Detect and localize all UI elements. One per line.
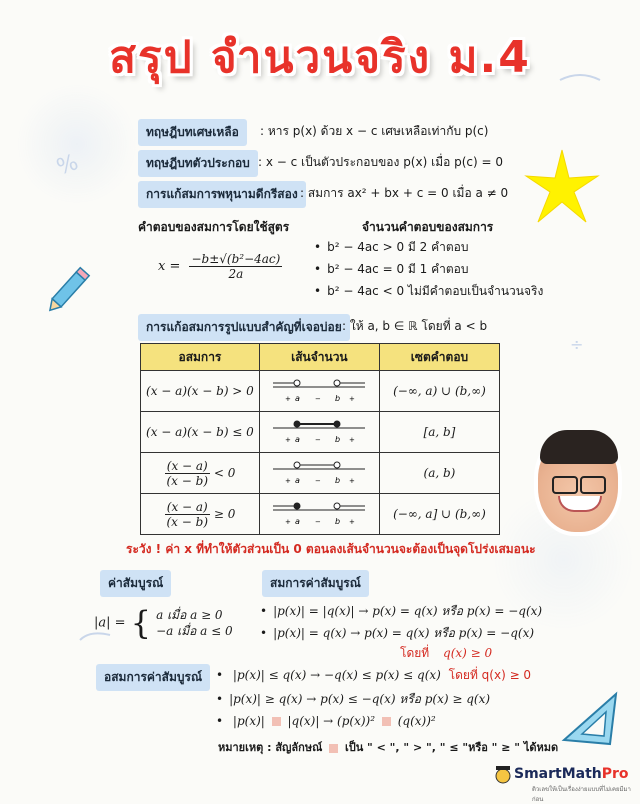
svg-text:%: % xyxy=(53,149,82,181)
abs-ineq-item-1-cond: โดยที่ q(x) ≥ 0 xyxy=(448,668,532,682)
answer-cell: [a, b] xyxy=(379,412,499,453)
roots-item: • b² − 4ac < 0 ไม่มีคำตอบเป็นจำนวนจริง xyxy=(314,282,543,301)
table-row xyxy=(141,371,500,412)
number-line-between-open xyxy=(269,457,369,487)
abs-ineq-item-3-c: (q(x))² xyxy=(397,714,436,728)
nl-a: a xyxy=(295,475,301,485)
abs-ineq-item-1 xyxy=(216,666,531,685)
nl-plus: + xyxy=(349,476,356,485)
abs-ineq-item-2: • |p(x)| ≥ q(x) → p(x) ≤ −q(x) หรือ p(x) ≥ q(x) xyxy=(216,690,490,709)
abs-lhs: |a| = xyxy=(94,615,126,631)
quadratic-text: : สมการ ax² + bx + c = 0 เมื่อ a ≠ 0 xyxy=(300,186,509,200)
fraction-numerator: (x − a) xyxy=(165,500,211,515)
nl-b: b xyxy=(335,393,341,403)
table-row xyxy=(141,412,500,453)
nl-plus: + xyxy=(285,394,292,403)
formula-lhs: x = xyxy=(158,259,181,274)
formula-denominator: 2a xyxy=(228,267,244,281)
inequality-cell xyxy=(141,453,260,494)
roots-item: • b² − 4ac = 0 มี 1 คำตอบ xyxy=(314,260,468,279)
table-row xyxy=(141,453,500,494)
number-line-cell xyxy=(259,453,379,494)
symbol-box-icon xyxy=(382,717,391,726)
star-icon xyxy=(522,148,602,228)
page-title: สรุป จำนวนจริง ม.4 xyxy=(109,32,531,83)
formula-heading: คำตอบของสมการโดยใช้สูตร xyxy=(138,220,290,234)
abs-eq-cond: q(x) ≥ 0 xyxy=(443,646,493,660)
abs-eq-item: • |p(x)| = q(x) → p(x) = q(x) หรือ p(x) = −q(x) xyxy=(260,624,534,643)
roots-heading: จำนวนคำตอบของสมการ xyxy=(362,220,494,234)
triangle-ruler-icon xyxy=(560,690,620,746)
nl-a: a xyxy=(295,516,301,526)
abs-ineq-note xyxy=(218,738,558,756)
remainder-label: ทฤษฎีบทเศษเหลือ xyxy=(138,119,247,146)
fraction-denominator: (x − b) xyxy=(166,514,208,529)
note-suffix: เป็น " < ", " > ", " ≤ "หรือ " ≥ " ได้หมด xyxy=(344,741,559,754)
table-header: เส้นจำนวน xyxy=(259,344,379,371)
note-prefix: หมายเหตุ : สัญลักษณ์ xyxy=(218,741,323,754)
answer-cell: (a, b) xyxy=(379,453,499,494)
abs-case-1: a เมื่อ a ≥ 0 xyxy=(156,608,223,622)
logo-pro: Pro xyxy=(601,766,629,782)
nl-minus: − xyxy=(315,435,322,444)
logo-name: SmartMath xyxy=(514,766,602,782)
nl-plus: + xyxy=(285,476,292,485)
quadratic-label: การแก้สมการพหุนามดีกรีสอง xyxy=(138,181,306,208)
logo-tagline: ติวเลขให้เป็นเรื่องง่ายแบบที่ไม่เคยมีมาก่อน xyxy=(532,786,631,803)
inequality-table xyxy=(140,343,500,535)
nl-b: b xyxy=(335,516,341,526)
table-row xyxy=(141,494,500,535)
abs-eq-label: สมการค่าสัมบูรณ์ xyxy=(262,570,369,597)
abs-case-2: −a เมื่อ a ≤ 0 xyxy=(156,624,233,638)
inequality-cell: (x − a)(x − b) ≤ 0 xyxy=(141,412,260,453)
nl-plus: + xyxy=(349,517,356,526)
nl-a: a xyxy=(295,393,301,403)
nl-a: a xyxy=(295,434,301,444)
nl-plus: + xyxy=(349,435,356,444)
warning-note: ระวัง ! ค่า x ที่ทำให้ตัวส่วนเป็น 0 ตอนลงเส้นจำนวนจะต้องเป็นจุดโปร่งเสมอนะ xyxy=(126,542,536,556)
answer-cell: (−∞, a) ∪ (b,∞) xyxy=(379,371,499,412)
factor-text: : x − c เป็นตัวประกอบของ p(x) เมื่อ p(c) = 0 xyxy=(258,155,504,169)
pencil-icon xyxy=(40,258,100,318)
nl-minus: − xyxy=(315,476,322,485)
inequality-cell: (x − a)(x − b) > 0 xyxy=(141,371,260,412)
glasses-right-icon xyxy=(580,476,606,494)
nl-b: b xyxy=(335,434,341,444)
glasses-left-icon xyxy=(552,476,578,494)
nl-plus: + xyxy=(285,435,292,444)
abs-ineq-label: อสมการค่าสัมบูรณ์ xyxy=(96,664,210,691)
number-line-mixed xyxy=(269,498,369,528)
fraction-denominator: (x − b) xyxy=(166,473,208,488)
factor-label: ทฤษฎีบทตัวประกอบ xyxy=(138,150,258,177)
table-header: เซตคำตอบ xyxy=(379,344,499,371)
common-ineq-label: การแก้อสมการรูปแบบสำคัญที่เจอบ่อย xyxy=(138,314,350,341)
remainder-text: : หาร p(x) ด้วย x − c เศษเหลือเท่ากับ p(c) xyxy=(260,124,489,138)
number-line-open xyxy=(269,375,369,405)
formula-numerator: −b±√(b²−4ac) xyxy=(191,252,281,266)
abs-eq-condition xyxy=(400,644,492,663)
table-header: อสมการ xyxy=(141,344,260,371)
nl-plus: + xyxy=(285,517,292,526)
fraction-numerator: (x − a) xyxy=(165,459,211,474)
presenter-hair xyxy=(540,430,618,464)
abs-ineq-item-3-b: |q(x)| → (p(x))² xyxy=(287,714,376,728)
abs-ineq-item-3-a: |p(x)| xyxy=(232,714,265,728)
common-ineq-text: : ให้ a, b ∈ ℝ โดยที่ a < b xyxy=(342,319,488,333)
nl-minus: − xyxy=(315,394,322,403)
abs-eq-item: • |p(x)| = |q(x)| → p(x) = q(x) หรือ p(x) = −q(x) xyxy=(260,602,542,621)
answer-cell: (−∞, a] ∪ (b,∞) xyxy=(379,494,499,535)
roots-item: • b² − 4ac > 0 มี 2 คำตอบ xyxy=(314,238,468,257)
nl-b: b xyxy=(335,475,341,485)
number-line-cell xyxy=(259,412,379,453)
number-line-closed xyxy=(269,416,369,446)
abs-definition: |a| = { a เมื่อ a ≥ 0 −a เมื่อ a ≤ 0 xyxy=(94,604,233,642)
quadratic-formula xyxy=(158,252,282,281)
fraction-op: ≥ 0 xyxy=(213,506,236,521)
number-line-cell xyxy=(259,494,379,535)
abs-ineq-item-3 xyxy=(216,714,436,728)
svg-text:÷: ÷ xyxy=(570,335,584,354)
nl-minus: − xyxy=(315,517,322,526)
abs-eq-cond-prefix: โดยที่ xyxy=(400,646,430,660)
number-line-cell xyxy=(259,371,379,412)
abs-ineq-item-1-text: |p(x)| ≤ q(x) → −q(x) ≤ p(x) ≤ q(x) xyxy=(232,668,441,682)
symbol-box-icon xyxy=(272,717,281,726)
symbol-box-icon xyxy=(329,744,338,753)
logo-mascot-icon xyxy=(494,764,512,784)
abs-label: ค่าสัมบูรณ์ xyxy=(100,570,171,597)
logo-text xyxy=(514,766,629,782)
fraction-op: < 0 xyxy=(213,465,236,480)
nl-plus: + xyxy=(349,394,356,403)
inequality-cell xyxy=(141,494,260,535)
